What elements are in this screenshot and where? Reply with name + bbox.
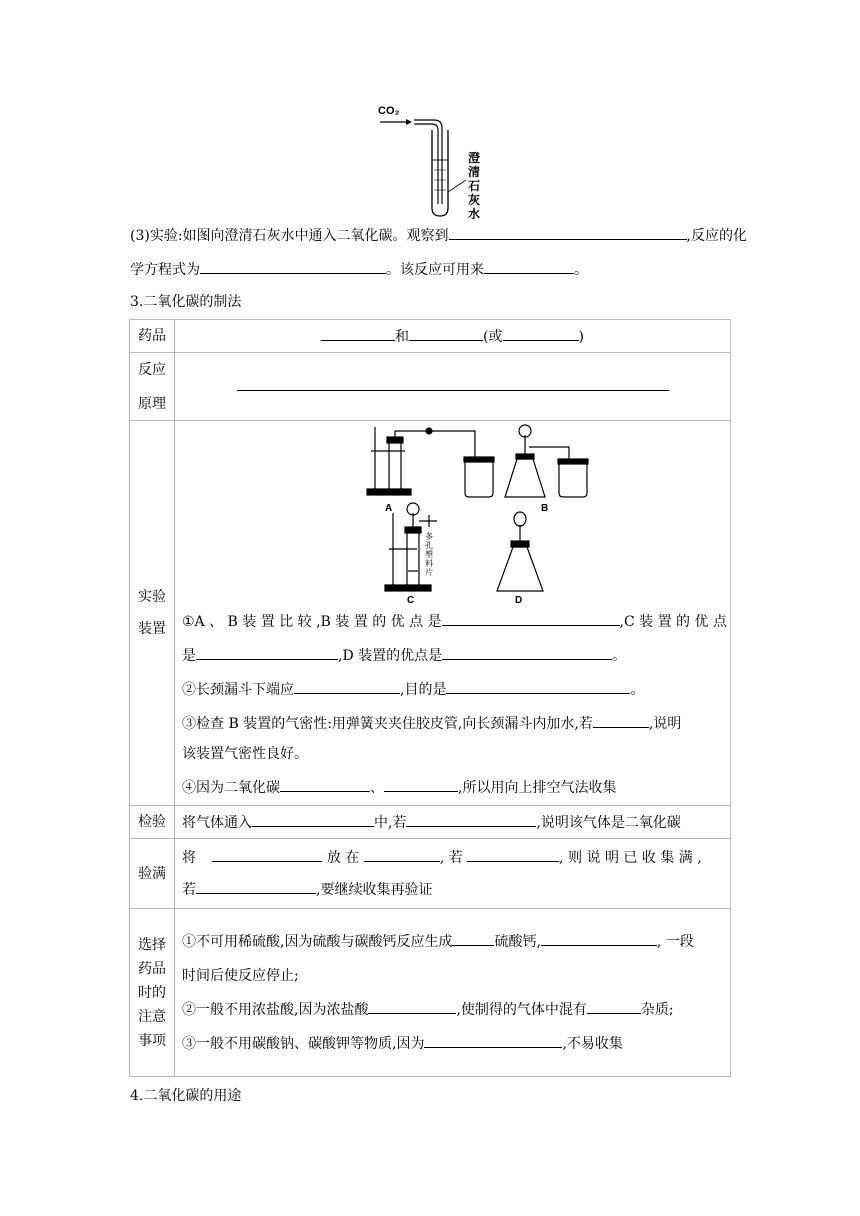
blank[interactable]: [442, 611, 620, 626]
blank[interactable]: [368, 999, 456, 1014]
limewater-figure: [376, 100, 496, 222]
blank[interactable]: [321, 326, 395, 341]
blank[interactable]: [503, 326, 579, 341]
blank[interactable]: [200, 259, 386, 274]
blank[interactable]: [442, 645, 612, 660]
blank[interactable]: [593, 713, 649, 728]
svg-text:塑: 塑: [425, 550, 433, 559]
blank[interactable]: [449, 225, 687, 240]
blank[interactable]: [446, 679, 630, 694]
blank[interactable]: [252, 812, 374, 827]
blank[interactable]: [196, 645, 338, 660]
notes-line-2: 时间后使反应停止;: [182, 967, 299, 984]
blank[interactable]: [196, 879, 316, 894]
blank[interactable]: [384, 777, 458, 792]
svg-text:灰: 灰: [468, 193, 481, 207]
q3-line-1: (3)实验:如图向澄清石灰水中通入二氧化碳。观察到 ,反应的化: [130, 225, 747, 246]
blank[interactable]: [541, 931, 657, 946]
device-line-1: ①A 、 B 装 置 比 较 ,B 装 置 的 优 点 是 ,C 装 置 的 优 点: [182, 605, 730, 639]
co2-label: CO₂: [378, 105, 400, 117]
device-line-6: ④因为二氧化碳 、 ,所以用向上排空气法收集: [182, 771, 730, 805]
section-4-heading: 4.二氧化碳的用途: [130, 1088, 242, 1104]
device-line-4: ③检查 B 装置的气密性:用弹簧夹夹住胶皮管,向长颈漏斗内加水,若 ,说明: [182, 707, 730, 741]
notes-line-3: ②一般不用浓盐酸,因为浓盐酸 ,使制得的气体中混有 杂质;: [182, 993, 730, 1027]
blank[interactable]: [424, 1033, 562, 1048]
device-questions: [175, 605, 730, 805]
device-letter-c: C: [407, 595, 415, 603]
label-notes: 选择 药品 时的 注意 事项: [130, 909, 175, 1077]
notes-line-1: ①不可用稀硫酸,因为硫酸与碳酸钙反应生成 硫酸钙, , 一段: [182, 925, 730, 959]
drugs-cell: 和 (或 ): [175, 320, 731, 353]
blank[interactable]: [409, 326, 483, 341]
blank[interactable]: [406, 812, 536, 827]
svg-text:多: 多: [425, 532, 433, 541]
svg-text:清: 清: [468, 165, 481, 179]
blank[interactable]: [467, 847, 559, 862]
blank[interactable]: [587, 999, 641, 1014]
blank[interactable]: [364, 847, 440, 862]
svg-text:澄: 澄: [468, 151, 481, 165]
device-line-5: 该装置气密性良好。: [182, 746, 308, 762]
principle-cell: [175, 353, 731, 421]
device-line-2: 是 ,D 装置的优点是 。: [182, 639, 730, 673]
section-3-heading: 3.二氧化碳的制法: [130, 294, 242, 310]
label-device: 实验 装置: [130, 421, 175, 806]
svg-text:石: 石: [468, 179, 481, 193]
svg-text:水: 水: [468, 207, 481, 221]
test-cell: 将气体通入 中,若 ,说明该气体是二氧化碳: [175, 806, 731, 839]
device-letter-b: B: [541, 503, 549, 514]
q3-line-2: 学方程式为 。该反应可用来 。: [130, 259, 588, 280]
blank[interactable]: [212, 847, 322, 862]
full-cell: [175, 839, 731, 909]
blank[interactable]: [237, 376, 669, 391]
svg-text:片: 片: [425, 568, 433, 577]
blank[interactable]: [452, 931, 494, 946]
notes-cell: [175, 909, 731, 1077]
full-line-1: 将 放 在 , 若 , 则 说 明 已 收 集 满 ,: [182, 842, 730, 874]
porous-plate-label: [425, 531, 433, 577]
device-letter-a: A: [385, 503, 393, 514]
blank[interactable]: [484, 259, 574, 274]
device-cell: [175, 421, 731, 806]
svg-text:料: 料: [425, 559, 433, 568]
co2-preparation-table: [129, 319, 731, 1077]
test-tube-diagram: [376, 100, 496, 222]
label-full: 验满: [130, 839, 175, 909]
blank[interactable]: [294, 679, 400, 694]
label-drugs: 药品: [130, 320, 175, 353]
svg-text:孔: 孔: [425, 541, 433, 550]
full-line-2: 若 ,要继续收集再验证: [182, 874, 730, 906]
label-principle: 反应 原理: [130, 353, 175, 421]
notes-line-4: ③一般不用碳酸钠、碳酸钾等物质,因为 ,不易收集: [182, 1027, 730, 1061]
apparatus-diagram: [175, 421, 731, 603]
blank[interactable]: [280, 777, 370, 792]
device-line-3: ②长颈漏斗下端应 ,目的是 。: [182, 673, 730, 707]
device-letter-d: D: [515, 595, 523, 603]
label-test: 检验: [130, 806, 175, 839]
